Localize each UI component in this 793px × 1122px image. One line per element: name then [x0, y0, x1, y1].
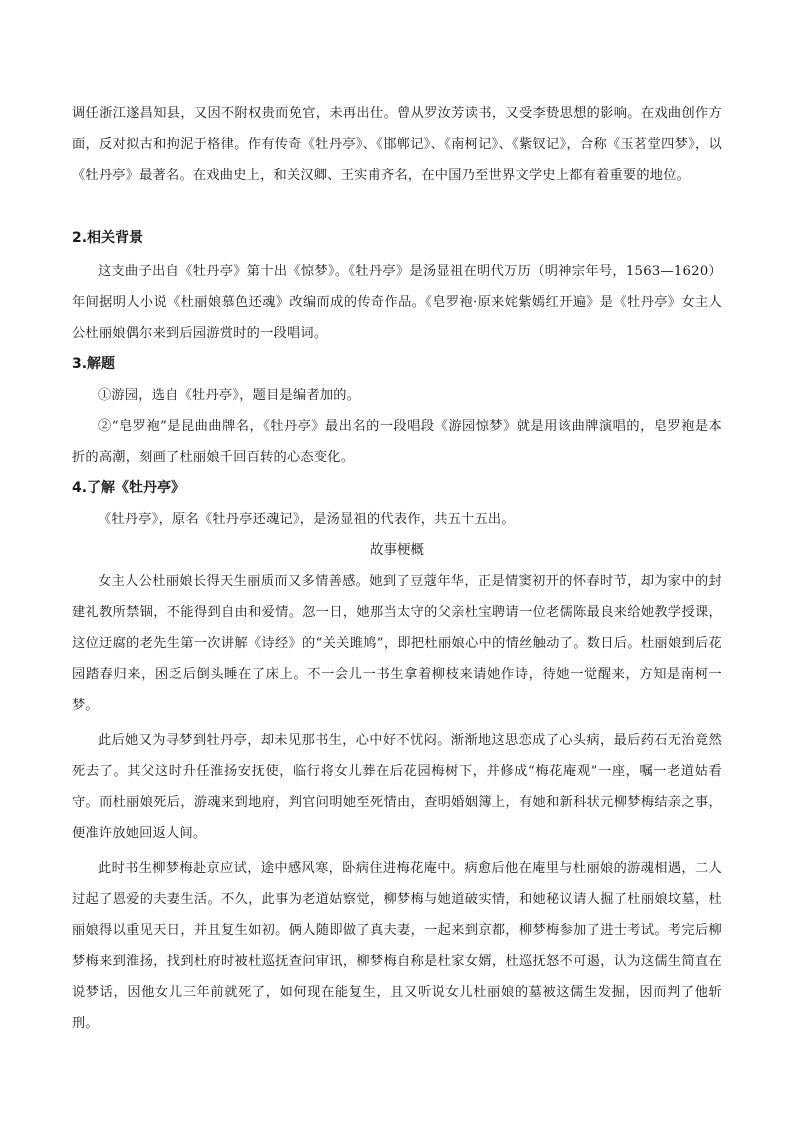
background-paragraph-wrap — [72, 256, 722, 349]
story-paragraphs — [72, 566, 722, 1039]
explanation-paragraphs — [72, 380, 722, 473]
paragraph-story-3: 此时书生柳梦梅赴京应试，途中感风寒，卧病住进梅花庵中。病愈后他在庵里与杜丽娘的游魂相遇，二人过起了恩爱的夫妻生活。不久，此事为老道姑察觉，柳梦梅与她道破实情，和她秘议请人掘了杜丽娘坟墓，杜丽娘得以重见天日，并且复生如初。俩人随即做了真夫妻，一起来到京都，柳梦梅参加了进士考试。考完后柳梦梅来到淮扬，找到杜府时被杜巡抚查问审讯，柳梦梅自称是杜家女婿，杜巡抚怒不可遏，认为这儒生简直在说梦话，因他女儿三年前就死了，如何现在能复生，且又听说女儿杜丽娘的墓被这儒生发掘，因而判了他斩刑。 — [72, 861, 722, 1031]
heading-title-explanation: 3.解题 — [72, 356, 116, 372]
paragraph-explanation-2: ②“皂罗袍”是昆曲曲牌名，《牡丹亭》最出名的一段唱段《游园惊梦》就是用该曲牌演唱的，皂罗袍是本折的高潮，刻画了杜丽娘千回百转的心态变化。 — [72, 419, 722, 465]
paragraph-explanation-1: ①游园，选自《牡丹亭》，题目是编者加的。 — [98, 388, 361, 403]
author-paragraph — [72, 98, 722, 191]
section-title-explanation — [72, 350, 722, 378]
paragraph-background: 这支曲子出自《牡丹亭》第十出《惊梦》。《牡丹亭》是汤显祖在明代万历（明神宗年号，1563—1620）年间据明人小说《杜丽娘慕色还魂》改编而成的传奇作品。《皂罗袍·原来姹紫嫣红开遍》是《牡丹亭》女主人公杜丽娘偶尔来到后园游赏时的一段唱词。 — [72, 264, 722, 341]
story-summary-title: 故事梗概 — [370, 542, 424, 558]
story-summary-title-wrap — [72, 536, 722, 564]
section-background — [72, 224, 722, 252]
heading-background: 2.相关背景 — [72, 230, 144, 246]
heading-peony-pavilion: 4.了解《牡丹亭》 — [72, 480, 186, 496]
peony-intro-wrap — [72, 504, 722, 535]
paragraph-story-1: 女主人公杜丽娘长得天生丽质而又多情善感。她到了豆蔻年华，正是情窦初开的怀春时节，却为家中的封建礼教所禁锢，不能得到自由和爱情。忽一日，她那当太守的父亲杜宝聘请一位老儒陈最良来给她教学授课，这位迂腐的老先生第一次讲解《诗经》的“关关雎鸠”，即把杜丽娘心中的情丝触动了。数日后。杜丽娘到后花园踏春归来，困乏后倒头睡在了床上。不一会儿一书生拿着柳枝来请她作诗，待她一觉醒来，方知是南柯一梦。 — [72, 574, 722, 713]
paragraph-story-2: 此后她又为寻梦到牡丹亭，却未见那书生，心中好不忧闷。渐渐地这思恋成了心头病，最后药石无治竟然死去了。其父这时升任淮扬安抚使，临行将女儿葬在后花园梅树下，并修成“梅花庵观”一座，嘱一老道姑看守。而杜丽娘死后，游魂来到地府，判官问明她至死情由，查明婚姻簿上，有她和新科状元柳梦梅结亲之事，便准许放她回返人间。 — [72, 733, 722, 841]
section-peony-pavilion — [72, 474, 722, 502]
paragraph-peony-intro: 《牡丹亭》，原名《牡丹亭还魂记》，是汤显祖的代表作，共五十五出。 — [98, 512, 515, 527]
paragraph-author-bio: 调任浙江遂昌知县，又因不附权贵而免官，未再出仕。曾从罗汝芳读书，又受李贽思想的影响。在戏曲创作方面，反对拟古和拘泥于格律。作有传奇《牡丹亭》、《邯郸记》、《南柯记》、《紫钗记》，合称《玉茗堂四梦》，以《牡丹亭》最著名。在戏曲史上，和关汉卿、王实甫齐名，在中国乃至世界文学史上都有着重要的地位。 — [72, 106, 722, 183]
